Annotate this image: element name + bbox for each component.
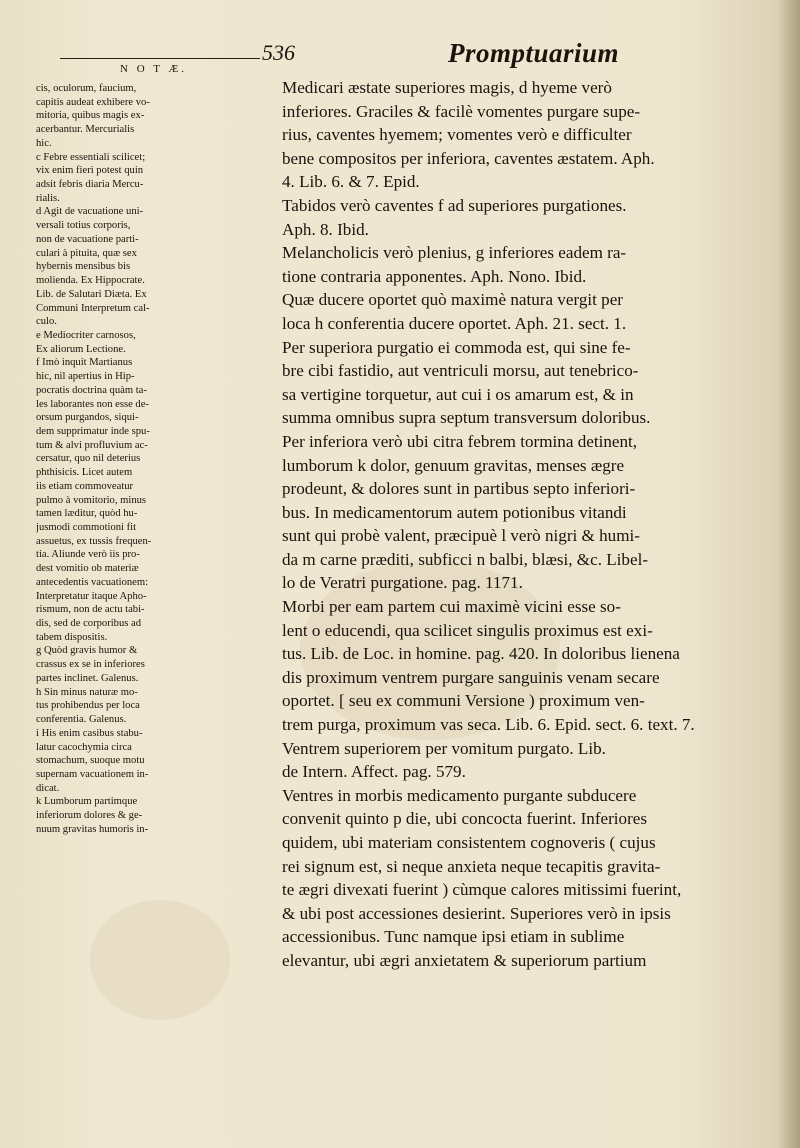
- text-line: elevantur, ubi ægri anxietatem & superiorum partium: [282, 950, 647, 970]
- text-line: rius, caventes hyemem; vomentes verò e difficulter: [282, 125, 632, 145]
- text-line: rei signum est, si neque anxieta neque tecapitis gravita-: [282, 856, 661, 876]
- note-line: nuum gravitas humoris in-: [36, 823, 149, 835]
- note-line: Lib. de Salutari Diæta. Ex: [36, 288, 147, 300]
- text-line: bus. In medicamentorum autem potionibus vitandi: [282, 502, 627, 522]
- text-line: inferiores. Graciles & facilè vomentes purgare supe-: [282, 101, 641, 121]
- text-line: lent o educendi, qua scilicet singulis proximus est exi-: [282, 620, 653, 640]
- note-line: Interpretatur itaque Apho-: [36, 590, 147, 602]
- text-line: Per superiora purgatio ei commoda est, qui sine fe-: [282, 337, 631, 357]
- text-line: trem purga, proximum vas seca. Lib. 6. Epid. sect. 6. text. 7.: [282, 715, 695, 735]
- note-line: antecedentis vacuationem:: [36, 576, 149, 588]
- note-line: crassus ex se in inferiores: [36, 659, 145, 671]
- running-title: Promptuarium: [448, 38, 620, 68]
- text-line: Quæ ducere oportet quò maximè natura vergit per: [282, 290, 623, 310]
- note-line: tabem dispositis.: [36, 631, 108, 643]
- note-line: conferentia. Galenus.: [36, 714, 127, 726]
- text-line: 4. Lib. 6. & 7. Epid.: [282, 172, 420, 192]
- note-line: inferiorum dolores & ge-: [36, 810, 143, 822]
- note-line: k Lumborum partimque: [36, 796, 138, 808]
- text-line: tus. Lib. de Loc. in homine. pag. 420. In doloribus lienena: [282, 644, 680, 664]
- text-line: Medicari æstate superiores magis, d hyeme verò: [282, 78, 612, 97]
- note-line: phthisicis. Licet autem: [36, 467, 133, 479]
- note-line: jusmodi commotioni fit: [36, 522, 137, 533]
- note-line: h Sin minus naturæ mo-: [36, 686, 138, 698]
- marginal-notes-column: [36, 82, 272, 837]
- notes-heading: N O T Æ.: [120, 63, 187, 75]
- text-line: & ubi post accessiones desierint. Superiores verò in ipsis: [282, 903, 671, 923]
- page-stain: [90, 900, 230, 1020]
- note-line: cis, oculorum, faucium,: [36, 83, 137, 94]
- note-line: pocratis doctrina quàm ta-: [36, 384, 147, 396]
- text-line: dis proximum ventrem purgare sanguinis venam secare: [282, 667, 660, 687]
- note-line: culo.: [36, 316, 57, 328]
- text-line: te ægri divexati fuerint ) cùmque calores mitissimi fuerint,: [282, 880, 682, 900]
- note-line: partes inclinet. Galenus.: [36, 672, 139, 684]
- note-line: tia. Aliunde verò iis pro-: [36, 549, 140, 561]
- text-line: prodeunt, & dolores sunt in partibus septo inferiori-: [282, 479, 636, 499]
- note-line: f Imò inquit Martianus: [36, 357, 133, 369]
- text-line: lumborum k dolor, genuum gravitas, menses ægre: [282, 455, 625, 475]
- note-line: supernam vacuationem in-: [36, 768, 149, 780]
- text-line: sunt qui probè valent, præcipuè l verò nigri & humi-: [282, 526, 640, 546]
- text-line: oportet. [ seu ex communi Versione ) proximum ven-: [282, 691, 645, 711]
- note-line: tum & alvi profluvium ac-: [36, 439, 148, 451]
- note-line: les laborantes non esse de-: [36, 398, 149, 410]
- page-edge-shadow: [778, 0, 800, 1148]
- note-line: acerbantur. Mercurialis: [36, 124, 135, 136]
- note-line: hic.: [36, 137, 52, 149]
- note-line: vix enim fieri potest quin: [36, 165, 144, 177]
- text-line: convenit quinto p die, ubi concocta fuerint. Inferiores: [282, 809, 648, 829]
- note-line: adsit febris diaria Mercu-: [36, 179, 144, 191]
- note-line: molienda. Ex Hippocrate.: [36, 275, 145, 287]
- note-line: tamen læditur, quòd hu-: [36, 508, 138, 520]
- note-line: e Mediocriter carnosos,: [36, 329, 136, 341]
- text-line: Melancholicis verò plenius, g inferiores eadem ra-: [282, 243, 627, 263]
- note-line: hybernis mensibus bis: [36, 261, 131, 273]
- text-line: bene compositos per inferiora, caventes æstatem. Aph.: [282, 148, 655, 168]
- note-line: g Quòd gravis humor &: [36, 645, 138, 657]
- note-line: mitoria, quibus magis ex-: [36, 110, 145, 122]
- note-line: stomachum, suoque motu: [36, 755, 145, 767]
- main-text-column: [282, 76, 772, 973]
- text-line: bre cibi fastidio, aut ventriculi morsu, aut tenebrico-: [282, 361, 639, 381]
- text-line: Aph. 8. Ibid.: [282, 219, 369, 239]
- note-line: non de vacuatione parti-: [36, 233, 139, 245]
- note-line: c Febre essentiali scilicet;: [36, 151, 146, 163]
- note-line: hic, nil apertius in Hip-: [36, 371, 135, 383]
- note-line: assuetus, ex tussis frequen-: [36, 535, 152, 547]
- page-header: [0, 38, 800, 78]
- note-line: pulmo à vomitorio, minus: [36, 494, 147, 506]
- note-line: dest vomitio ob materiæ: [36, 563, 139, 575]
- text-line: de Intern. Affect. pag. 579.: [282, 762, 466, 782]
- note-line: versali totius corporis,: [36, 220, 131, 232]
- text-line: summa omnibus supra septum transversum doloribus.: [282, 408, 651, 428]
- note-line: i His enim casibus stabu-: [36, 727, 143, 739]
- note-line: tus prohibendus per loca: [36, 700, 140, 712]
- note-line: rismum, non de actu tabi-: [36, 604, 145, 616]
- text-line: Ventres in morbis medicamento purgante subducere: [282, 785, 637, 805]
- header-rule: [60, 58, 260, 59]
- text-line: Ventrem superiorem per vomitum purgato. Lib.: [282, 738, 606, 758]
- note-line: iis etiam commoveatur: [36, 480, 134, 492]
- text-line: loca h conferentia ducere oportet. Aph. 21. sect. 1.: [282, 313, 627, 333]
- text-line: Tabidos verò caventes f ad superiores purgationes.: [282, 195, 627, 215]
- note-line: d Agit de vacuatione uni-: [36, 206, 144, 218]
- text-line: Morbi per eam partem cui maximè vicini esse so-: [282, 597, 621, 617]
- text-line: sa vertigine torquetur, aut cui i os amarum est, & in: [282, 384, 634, 404]
- note-line: orsum purgandos, siqui-: [36, 412, 139, 424]
- note-line: capitis audeat exhibere vo-: [36, 96, 150, 108]
- note-line: rialis.: [36, 192, 60, 204]
- text-line: Per inferiora verò ubi citra febrem tormina detinent,: [282, 431, 638, 451]
- text-line: da m carne præditi, subficci n balbi, blæsi, &c. Libel-: [282, 549, 649, 569]
- note-line: Communi Interpretum cal-: [36, 302, 150, 314]
- page-number: 536: [262, 40, 295, 65]
- note-line: latur cacochymia circa: [36, 741, 132, 753]
- text-line: lo de Veratri purgatione. pag. 1171.: [282, 573, 523, 593]
- note-line: Ex aliorum Lectione.: [36, 343, 126, 355]
- note-line: dem supprimatur inde spu-: [36, 425, 150, 437]
- text-line: quidem, ubi materiam consistentem cognoveris ( cujus: [282, 833, 656, 852]
- text-line: accessionibus. Tunc namque ipsi etiam in sublime: [282, 927, 625, 947]
- note-line: dis, sed de corporibus ad: [36, 618, 142, 630]
- text-line: tione contraria apponentes. Aph. Nono. Ibid.: [282, 266, 587, 286]
- note-line: dicat.: [36, 782, 60, 794]
- note-line: culari à pituita, quæ sex: [36, 247, 137, 259]
- note-line: cersatur, quo nil deterius: [36, 453, 141, 465]
